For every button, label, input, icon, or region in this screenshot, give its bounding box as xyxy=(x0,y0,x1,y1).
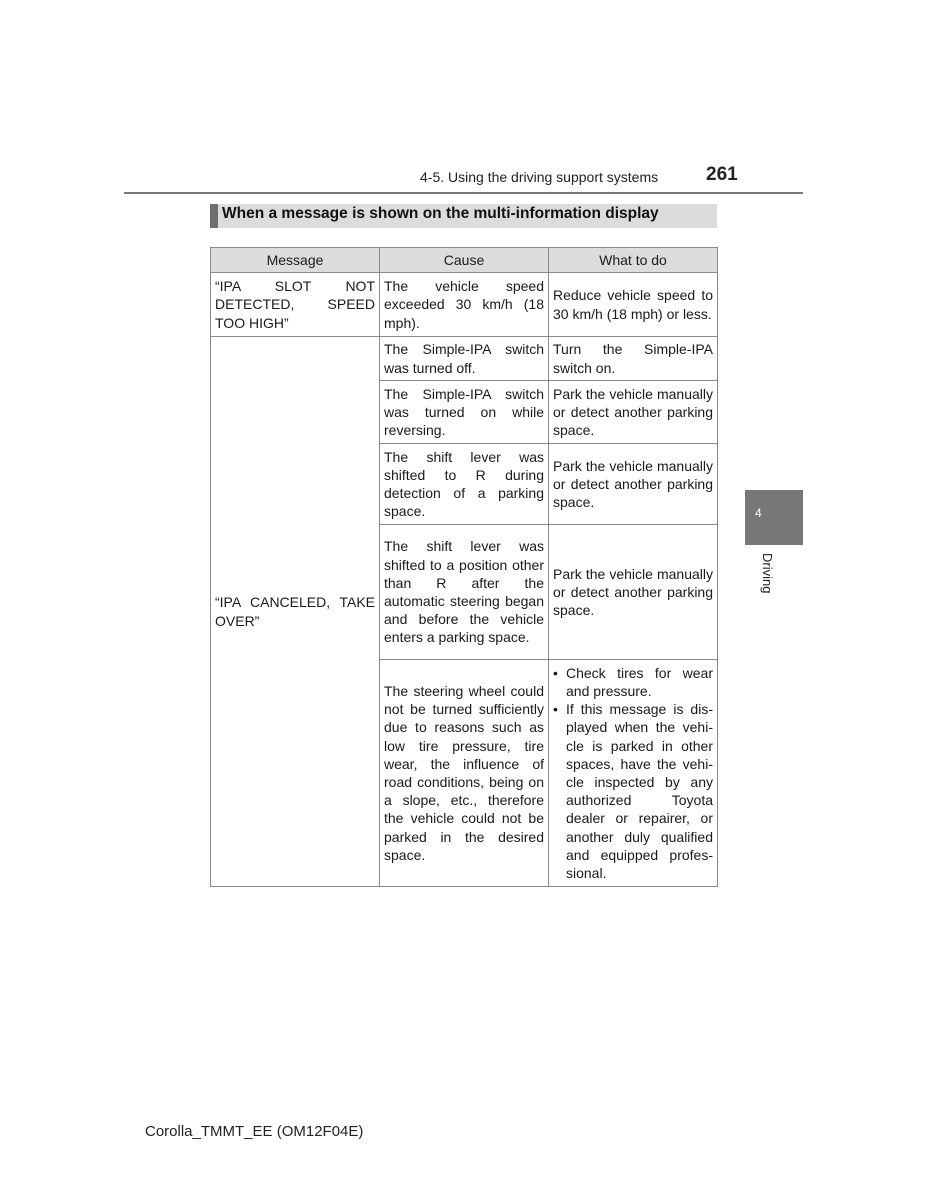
section-heading-text: When a message is shown on the multi-information display xyxy=(222,205,659,222)
chapter-tab-number: 4 xyxy=(755,506,762,520)
cause-cell: The shift lever was shifted to a position other than R after the automatic steering began and before the vehicle enters a parking space. xyxy=(380,525,549,660)
bullet-mark: • xyxy=(553,664,558,681)
cause-cell: The steering wheel could not be turned sufficiently due to reasons such as low tire pressure, tire wear, the influence of road conditions, being on a slope, etc., therefore the vehicle could not be parked in the desired space. xyxy=(380,660,549,887)
cause-cell: The Simple-IPA switch was turned off. xyxy=(380,337,549,381)
cause-cell: The shift lever was shifted to R during detection of a parking space. xyxy=(380,444,549,525)
list-item xyxy=(553,664,713,700)
action-cell: Park the vehicle manually or detect another parking space. xyxy=(549,525,718,660)
action-bullet-list xyxy=(553,664,713,882)
action-cell: Turn the Simple-IPA switch on. xyxy=(549,337,718,381)
action-cell xyxy=(549,660,718,887)
cause-cell: The vehicle speed exceeded 30 km/h (18 mph). xyxy=(380,273,549,337)
message-cell: “IPA SLOT NOT DETECTED, SPEED TOO HIGH” xyxy=(211,273,380,337)
table-header-row xyxy=(211,248,718,273)
chapter-tab xyxy=(745,490,803,545)
footer-document-id: Corolla_TMMT_EE (OM12F04E) xyxy=(145,1123,364,1140)
chapter-tab-label: Driving xyxy=(760,553,775,594)
header-rule xyxy=(124,192,803,194)
bullet-text: If this message is displayed when the vehicle is parked in other spaces, have the vehicle inspected by any authorized Toyota dealer or repairer, or another duly qualified and equipped professional. xyxy=(566,701,713,882)
list-item xyxy=(553,700,713,882)
message-table xyxy=(210,247,718,887)
table-row xyxy=(211,337,718,381)
section-heading xyxy=(210,204,717,228)
cause-cell: The Simple-IPA switch was turned on while reversing. xyxy=(380,381,549,444)
column-header-message: Message xyxy=(211,248,380,273)
message-cell: “IPA CANCELED, TAKE OVER” xyxy=(211,337,380,887)
running-head-section: 4-5. Using the driving support systems xyxy=(420,169,659,185)
bullet-text: Check tires for wear and pressure. xyxy=(566,664,713,699)
table-row xyxy=(211,273,718,337)
page-number: 261 xyxy=(706,164,738,185)
bullet-mark: • xyxy=(553,701,558,718)
action-cell: Park the vehicle manually or detect another parking space. xyxy=(549,444,718,525)
action-cell: Reduce vehicle speed to 30 km/h (18 mph) or less. xyxy=(549,273,718,337)
column-header-what-to-do: What to do xyxy=(549,248,718,273)
column-header-cause: Cause xyxy=(380,248,549,273)
action-cell: Park the vehicle manually or detect another parking space. xyxy=(549,381,718,444)
